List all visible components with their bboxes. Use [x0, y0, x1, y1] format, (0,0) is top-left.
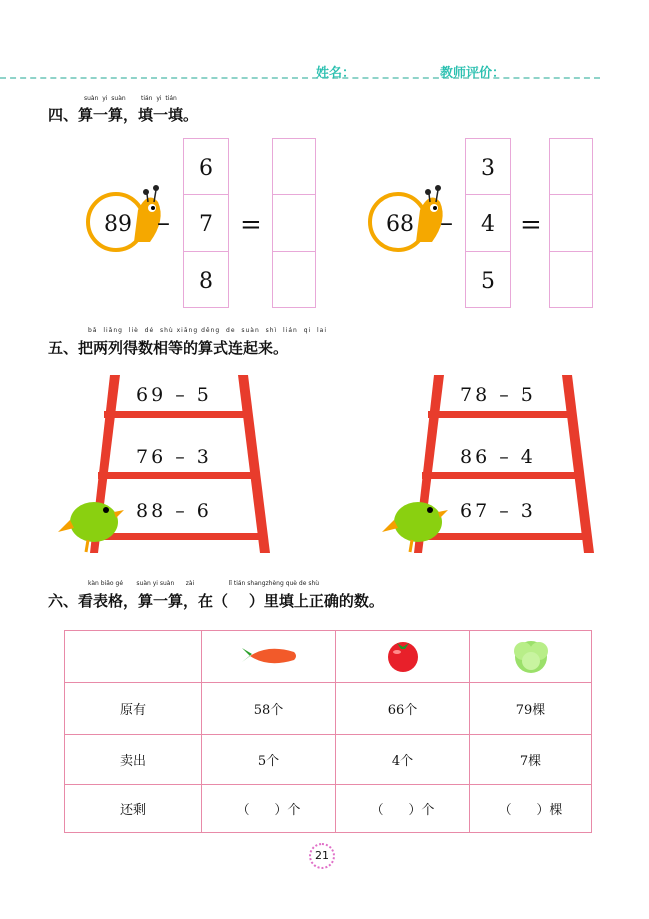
right-answer-column: [549, 138, 593, 308]
table-row: [65, 735, 592, 785]
section6-pinyin: kàn biǎo gé suàn yi suàn zài lǐ tián shangzhèng què de shù: [88, 580, 320, 587]
produce-table: [64, 630, 592, 833]
cabbage-icon: [509, 635, 553, 675]
table-corner-cell: [65, 631, 202, 683]
table-row: [65, 785, 592, 833]
header-dashed-line: [0, 77, 600, 79]
left-minuend: 89: [104, 212, 132, 237]
section4-pinyin: suàn yi suàn tián yi tián: [84, 95, 177, 102]
left-expr-1[interactable]: 69 – 5: [136, 384, 212, 406]
cell-original-cabbage: 79棵: [470, 683, 592, 735]
right-answer-2[interactable]: [549, 251, 593, 252]
section4-title: 四、算一算，填一填。: [48, 106, 199, 124]
table-header-row: [65, 631, 592, 683]
carrot-cell: [202, 631, 336, 683]
right-expr-1[interactable]: 78 – 5: [460, 384, 536, 406]
right-expr-2[interactable]: 86 – 4: [460, 446, 536, 468]
cell-sold-carrot: 5个: [202, 735, 336, 785]
tomato-cell: [336, 631, 470, 683]
bird-left-icon: [56, 494, 126, 556]
cell-remaining-carrot[interactable]: （ ）个: [202, 785, 336, 833]
tomato-icon: [383, 637, 423, 673]
right-subtrahend-3: 5: [481, 269, 495, 294]
right-subtrahend-2: 4: [481, 212, 495, 237]
section5-title: 五、把两列得数相等的算式连起来。: [48, 339, 289, 357]
section6-title: 六、看表格，算一算，在（ ）里填上正确的数。: [48, 592, 384, 610]
row-label-sold: 卖出: [65, 735, 202, 785]
cell-original-tomato: 66个: [336, 683, 470, 735]
left-answer-column: [272, 138, 316, 308]
name-label: 姓名：: [316, 66, 356, 81]
left-minus: –: [157, 208, 170, 238]
page-number: 21: [309, 843, 335, 869]
carrot-icon: [238, 640, 300, 670]
teacher-evaluation-label: 教师评价：: [440, 66, 506, 81]
cell-original-carrot: 58个: [202, 683, 336, 735]
right-equals: =: [520, 210, 542, 240]
left-subtrahend-1: 6: [199, 156, 213, 181]
cell-sold-tomato: 4个: [336, 735, 470, 785]
table-row: [65, 683, 592, 735]
right-minuend: 68: [386, 212, 414, 237]
left-subtrahend-2: 7: [199, 212, 213, 237]
right-answer-1[interactable]: [549, 194, 593, 195]
left-equals: =: [240, 210, 262, 240]
row-label-original: 原有: [65, 683, 202, 735]
left-answer-1[interactable]: [272, 194, 316, 195]
left-expr-2[interactable]: 76 – 3: [136, 446, 212, 468]
left-answer-2[interactable]: [272, 251, 316, 252]
right-subtrahend-1: 3: [481, 156, 495, 181]
left-subtrahend-3: 8: [199, 269, 213, 294]
cabbage-cell: [470, 631, 592, 683]
cell-remaining-cabbage[interactable]: （ ）棵: [470, 785, 592, 833]
bird-right-icon: [380, 494, 450, 556]
row-label-remaining: 还剩: [65, 785, 202, 833]
left-expr-3[interactable]: 88 – 6: [136, 500, 212, 522]
right-minus: –: [440, 208, 453, 238]
cell-remaining-tomato[interactable]: （ ）个: [336, 785, 470, 833]
cell-sold-cabbage: 7棵: [470, 735, 592, 785]
right-expr-3[interactable]: 67 – 3: [460, 500, 536, 522]
section5-pinyin: bǎ liǎng liè dé shù xiāng děng de suàn shì lián qi lai: [88, 327, 328, 334]
